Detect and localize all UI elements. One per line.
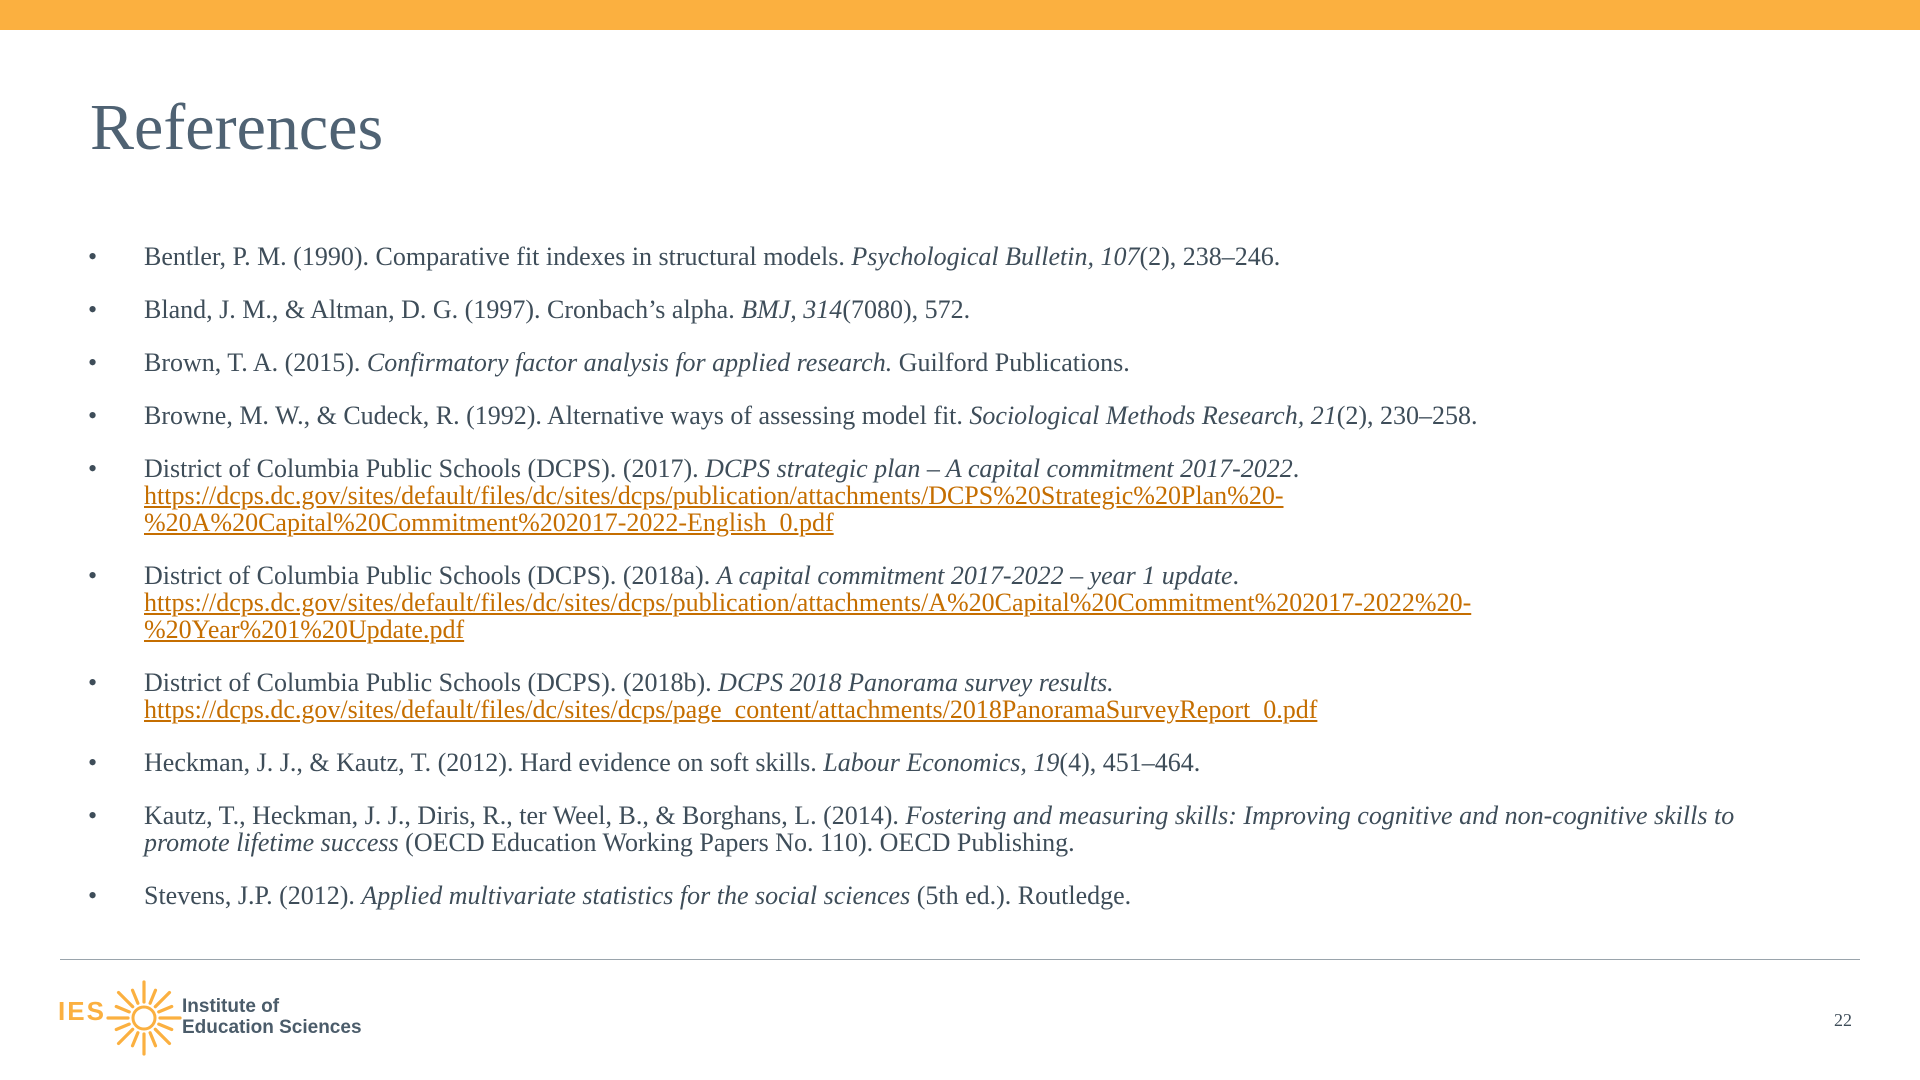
reference-italic-text: DCPS strategic plan – A capital commitment 2017-2022 xyxy=(705,454,1293,483)
reference-text: Stevens, J.P. (2012). xyxy=(144,881,362,910)
bullet-marker: • xyxy=(88,401,98,430)
sun-ray xyxy=(155,1029,169,1043)
reference-italic-text: Fostering and measuring skills: Improving cognitive and non-cognitive skills to promote lifetime success xyxy=(144,801,1735,857)
reference-link-line[interactable]: https://dcps.dc.gov/sites/default/files/dc/sites/dcps/publication/attachments/DCPS%20Strategic%20Plan%20- xyxy=(144,481,1284,510)
reference-link-line[interactable]: %20Year%201%20Update.pdf xyxy=(144,615,465,644)
sun-ray xyxy=(116,1007,129,1012)
reference-text: District of Columbia Public Schools (DCPS). (2017). xyxy=(144,454,706,483)
sun-ray xyxy=(159,1024,172,1029)
page-number: 22 xyxy=(1834,1010,1852,1030)
sun-ray xyxy=(116,1024,129,1029)
reference-text: Bland, J. M., & Altman, D. G. (1997). Cronbach’s alpha. xyxy=(144,295,742,324)
reference-link-line[interactable]: https://dcps.dc.gov/sites/default/files/dc/sites/dcps/page_content/attachments/2018PanoramaSurveyReport_0.pdf xyxy=(144,695,1318,724)
bullet-marker: • xyxy=(88,881,98,910)
reference-item xyxy=(88,296,1808,323)
reference-text: Kautz, T., Heckman, J. J., Diris, R., ter Weel, B., & Borghans, L. (2014). xyxy=(144,801,906,830)
reference-item xyxy=(88,349,1808,376)
reference-item xyxy=(88,802,1808,856)
bullet-marker: • xyxy=(88,561,98,590)
reference-item xyxy=(88,669,1808,723)
reference-italic-text: Confirmatory factor analysis for applied research. xyxy=(366,348,893,377)
sun-ray xyxy=(133,1033,138,1046)
reference-text: (2), 238–246. xyxy=(1139,242,1281,271)
ies-logo xyxy=(58,978,398,1058)
sun-ray xyxy=(150,990,155,1003)
bullet-marker: • xyxy=(88,454,98,483)
reference-text: Brown, T. A. (2015). xyxy=(144,348,367,377)
sun-burst-icon xyxy=(104,978,184,1058)
bullet-marker: • xyxy=(88,242,98,271)
reference-item xyxy=(88,455,1808,536)
reference-text: Heckman, J. J., & Kautz, T. (2012). Hard evidence on soft skills. xyxy=(144,748,824,777)
reference-text: . xyxy=(1292,454,1300,483)
reference-italic-text: A capital commitment 2017-2022 – year 1 update xyxy=(716,561,1233,590)
reference-link-line[interactable]: https://dcps.dc.gov/sites/default/files/dc/sites/dcps/publication/attachments/A%20Capital%20Commitment%202017-2022%20- xyxy=(144,588,1472,617)
reference-italic-text: Applied multivariate statistics for the social sciences xyxy=(361,881,911,910)
reference-italic-text: Sociological Methods Research, 21 xyxy=(969,401,1337,430)
sun-ray xyxy=(133,990,138,1003)
reference-text: District of Columbia Public Schools (DCPS). (2018b). xyxy=(144,668,719,697)
sun-ray xyxy=(159,1007,172,1012)
reference-text: (5th ed.). Routledge. xyxy=(910,881,1132,910)
reference-text: . xyxy=(1232,561,1240,590)
reference-text: Guilford Publications. xyxy=(892,348,1130,377)
reference-link[interactable] xyxy=(144,696,1808,723)
slide-title: References xyxy=(90,91,384,164)
reference-link[interactable] xyxy=(144,482,1808,536)
sun-ray xyxy=(155,993,169,1007)
reference-italic-text: Psychological Bulletin, 107 xyxy=(851,242,1140,271)
top-accent-bar xyxy=(0,0,1920,30)
org-name-line-1: Institute of xyxy=(182,996,280,1017)
sun-ray xyxy=(150,1033,155,1046)
reference-italic-text: DCPS 2018 Panorama survey results. xyxy=(718,668,1114,697)
reference-item xyxy=(88,562,1808,643)
reference-italic-text: BMJ, 314 xyxy=(741,295,843,324)
reference-item xyxy=(88,243,1808,270)
ies-logo-letters: IES xyxy=(58,996,106,1026)
reference-list xyxy=(88,243,1808,935)
reference-text: Bentler, P. M. (1990). Comparative fit indexes in structural models. xyxy=(144,242,852,271)
bullet-marker: • xyxy=(88,801,98,830)
reference-link-line[interactable]: %20A%20Capital%20Commitment%202017-2022-English_0.pdf xyxy=(144,508,834,537)
footer-divider xyxy=(60,959,1860,960)
reference-italic-text: Labour Economics, 19 xyxy=(823,748,1060,777)
reference-text: Browne, M. W., & Cudeck, R. (1992). Alternative ways of assessing model fit. xyxy=(144,401,970,430)
reference-item xyxy=(88,402,1808,429)
bullet-marker: • xyxy=(88,668,98,697)
reference-text: (4), 451–464. xyxy=(1059,748,1201,777)
reference-item xyxy=(88,749,1808,776)
org-name-line-2: Education Sciences xyxy=(182,1017,362,1038)
reference-text: (7080), 572. xyxy=(842,295,971,324)
reference-text: District of Columbia Public Schools (DCPS). (2018a). xyxy=(144,561,717,590)
reference-link[interactable] xyxy=(144,589,1808,643)
bullet-marker: • xyxy=(88,295,98,324)
reference-text: (2), 230–258. xyxy=(1336,401,1478,430)
reference-text: (OECD Education Working Papers No. 110). OECD Publishing. xyxy=(398,828,1075,857)
organization-name xyxy=(182,996,362,1038)
sun-ray xyxy=(119,993,133,1007)
bullet-marker: • xyxy=(88,748,98,777)
sun-ray xyxy=(119,1029,133,1043)
bullet-marker: • xyxy=(88,348,98,377)
reference-item xyxy=(88,882,1808,909)
